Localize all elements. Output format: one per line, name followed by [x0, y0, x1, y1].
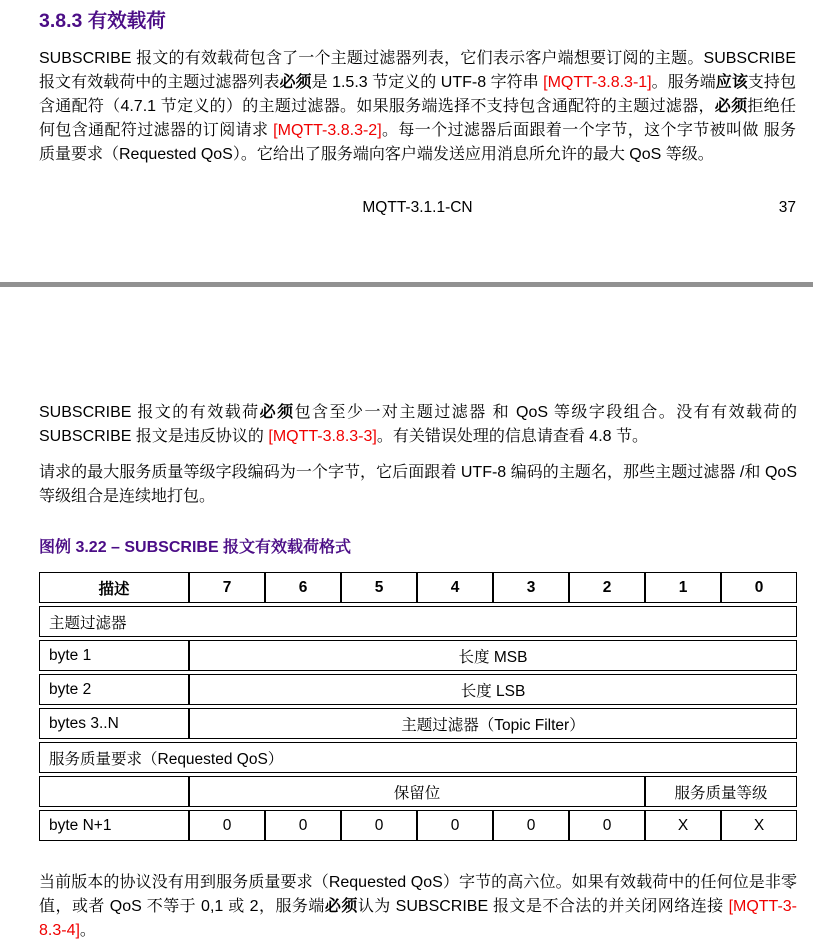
table-cell: bytes 3..N	[39, 708, 189, 739]
text-segment: 支持包含通配符（4.7.1 节定义的）的主题过滤器。如果服务端选择不支持包含通配符的主题过滤器，	[39, 74, 796, 115]
text-segment: 必须	[714, 98, 748, 115]
table-header-cell: 0	[721, 572, 797, 603]
table-header-cell: 7	[189, 572, 265, 603]
table-cell: 保留位	[189, 776, 645, 807]
table-row	[39, 708, 797, 739]
payload-format-table	[39, 569, 797, 844]
table-cell: 主题过滤器	[39, 606, 797, 637]
table-row	[39, 640, 797, 671]
table-cell: byte N+1	[39, 810, 189, 841]
footer-doc-id: MQTT-3.1.1-CN	[362, 199, 473, 216]
text-segment: 。有关错误处理的信息请查看 4.8 节。	[376, 428, 648, 445]
table-cell: 服务质量要求（Requested QoS）	[39, 742, 797, 773]
paragraph-payload-must-contain	[39, 401, 797, 449]
text-segment: SUBSCRIBE 报文的有效载荷包含了一个主题过滤器列表，它们表示客户端想要订阅的主题。SUBSCRIBE 报文有效载荷中的主题过滤器列表	[39, 50, 796, 91]
table-row	[39, 674, 797, 705]
table-cell: 0	[493, 810, 569, 841]
table-cell: 长度 MSB	[189, 640, 797, 671]
page-top-section	[0, 0, 813, 217]
figure-caption: 图例 3.22 – SUBSCRIBE 报文有效载荷格式	[39, 539, 352, 556]
text-segment: 当前版本的协议没有用到服务质量要求（Requested QoS）字节的高六位。如果有效载荷中的任何位是非零值，或者 QoS 不等于 0,1 或 2，服务端	[39, 874, 797, 915]
table-cell: 0	[569, 810, 645, 841]
text-segment: SUBSCRIBE 报文的有效载荷	[39, 404, 260, 421]
table-header-cell: 3	[493, 572, 569, 603]
text-segment: 请求的最大服务质量等级字段编码为一个字节，它后面跟着 UTF-8 编码的主题名，那些主题过滤器 /和 QoS 等级组合是连续地打包。	[39, 464, 797, 505]
text-segment: 必须	[259, 404, 295, 421]
table-cell: 0	[341, 810, 417, 841]
table-cell: 0	[189, 810, 265, 841]
table-cell: X	[721, 810, 797, 841]
table-header-cell: 描述	[39, 572, 189, 603]
table-cell: 0	[417, 810, 493, 841]
table-cell: byte 2	[39, 674, 189, 705]
table-header-cell: 1	[645, 572, 721, 603]
table-cell: 主题过滤器（Topic Filter）	[189, 708, 797, 739]
table-cell	[39, 776, 189, 807]
paragraph-payload-intro	[39, 47, 796, 167]
section-heading: 3.8.3 有效载荷	[39, 10, 166, 32]
table-row	[39, 572, 797, 603]
ref-link[interactable]: [MQTT-3.8.3-2]	[273, 122, 382, 139]
table-cell: 长度 LSB	[189, 674, 797, 705]
table-header-cell: 5	[341, 572, 417, 603]
table-header-cell: 2	[569, 572, 645, 603]
ref-link[interactable]: [MQTT-3.8.3-3]	[268, 428, 377, 445]
text-segment: 必须	[324, 898, 358, 915]
ref-link[interactable]: [MQTT-3-8.3-4]	[39, 898, 797, 939]
text-segment: 必须	[279, 74, 312, 91]
text-segment: 认为 SUBSCRIBE 报文是不合法的并关闭网络连接	[357, 898, 729, 915]
table-cell: 服务质量等级	[645, 776, 797, 807]
text-segment: 拒绝任何包含通配符过滤器的订阅请求	[39, 98, 796, 139]
text-segment: 。	[79, 922, 96, 939]
page-bottom-section	[0, 287, 813, 943]
table-header-cell: 4	[417, 572, 493, 603]
table-header-cell: 6	[265, 572, 341, 603]
paragraph-qos-encoding	[39, 461, 797, 509]
text-segment: 。服务端	[651, 74, 716, 91]
table-cell: X	[645, 810, 721, 841]
page-footer	[39, 199, 796, 217]
text-segment: 是 1.5.3 节定义的 UTF-8 字符串	[311, 74, 544, 91]
payload-format-table-wrap	[39, 569, 797, 844]
text-segment: 。每一个过滤器后面跟着一个字节，这个字节被叫做 服务质量要求（Requested QoS）。它给出了服务端向客户端发送应用消息所允许的最大 QoS 等级。	[39, 122, 796, 163]
text-segment: 应该	[715, 74, 748, 91]
table-row	[39, 742, 797, 773]
table-cell: byte 1	[39, 640, 189, 671]
text-segment: 包含至少一对主题过滤器 和 QoS 等级字段组合。没有有效载荷的 SUBSCRIBE 报文是违反协议的	[39, 404, 797, 445]
table-row	[39, 606, 797, 637]
table-row	[39, 776, 797, 807]
footer-page-number: 37	[778, 199, 796, 216]
paragraph-reserved-bits	[39, 871, 797, 943]
ref-link[interactable]: [MQTT-3.8.3-1]	[543, 74, 652, 91]
table-row	[39, 810, 797, 841]
table-cell: 0	[265, 810, 341, 841]
